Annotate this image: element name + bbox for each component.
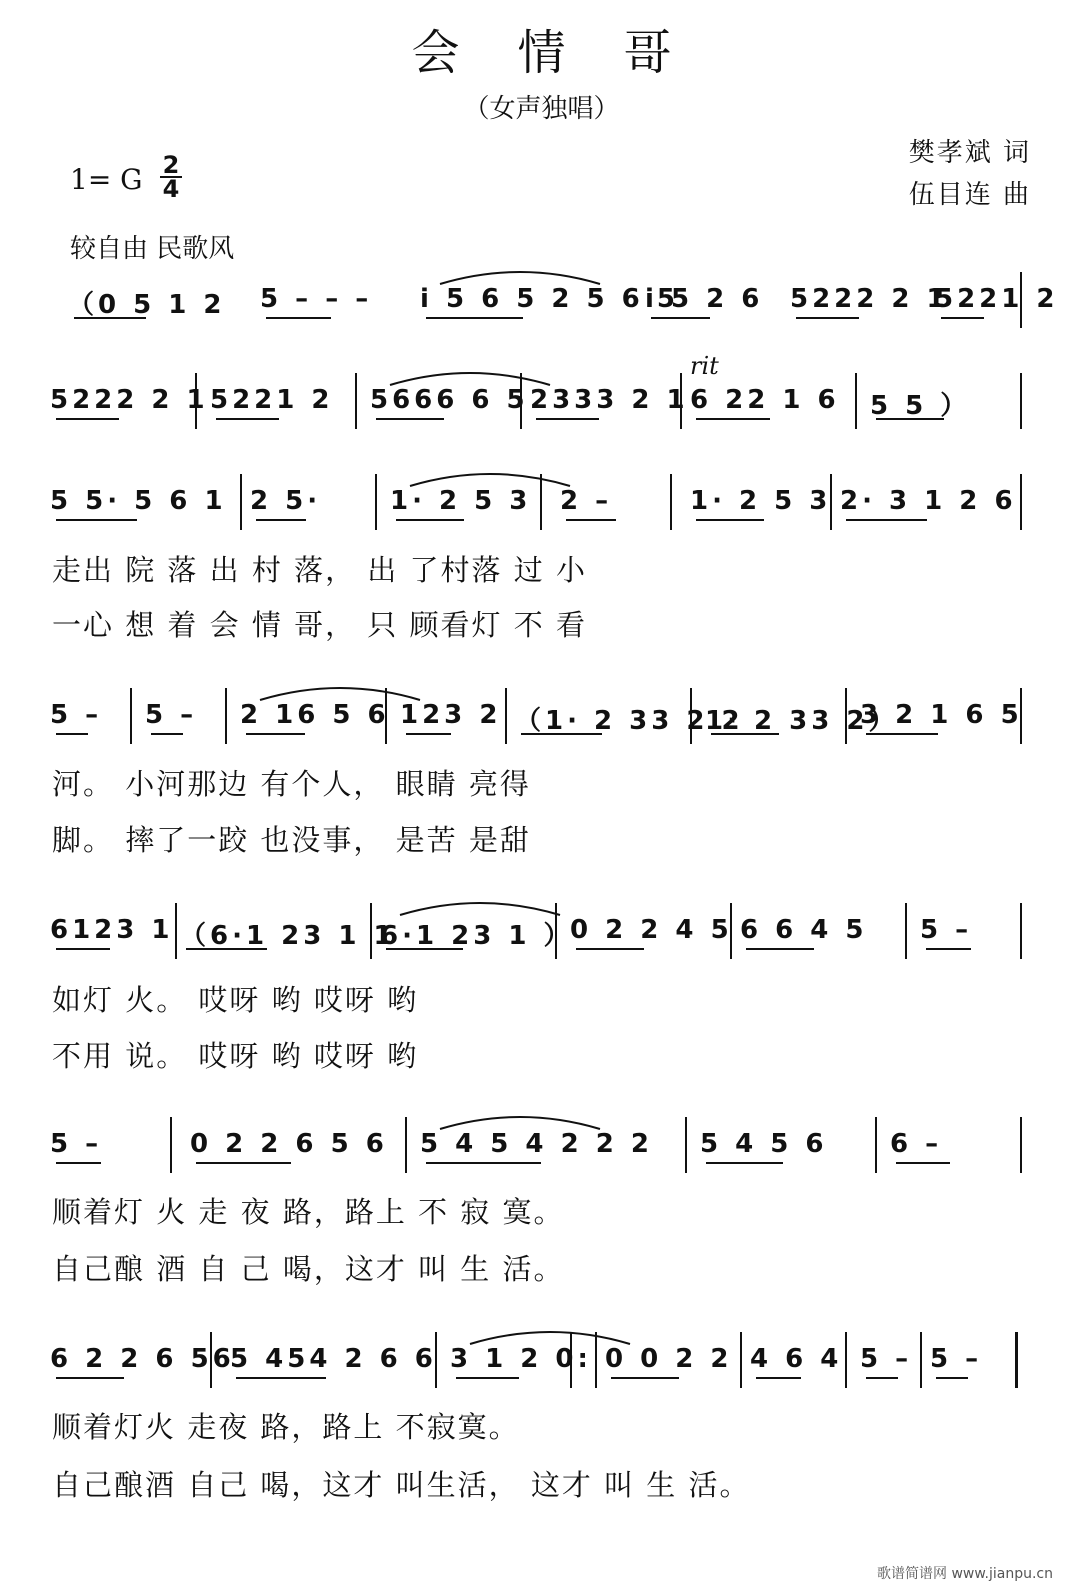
beam-underline [396, 519, 464, 521]
measure: 2· 3 1 2 6 [840, 486, 1017, 516]
slur-marks [50, 682, 1050, 702]
lyric-line: 一心 想 着 会 情 哥， 只 顾看灯 不 看 [52, 608, 587, 642]
measure: 5 4 5 4 2 2 2 [420, 1129, 653, 1159]
beam-underline [941, 317, 984, 319]
watermark: 歌谱简谱网 www.jianpu.cn [877, 1566, 1053, 1582]
beam-underline [426, 1162, 541, 1164]
score-system [50, 373, 1050, 433]
beam-underline [56, 519, 137, 521]
measure: 5222 2 1 [790, 284, 949, 314]
beam-underline [706, 1162, 783, 1164]
beam-underline [186, 948, 267, 950]
beam-underline [711, 733, 779, 735]
subtitle: （女声独唱） [463, 94, 620, 124]
measure: 1· 2 33 2） [705, 706, 899, 736]
measure: i 5 6 5 2 5 6 5 [420, 284, 679, 314]
beam-underline [796, 317, 859, 319]
measure: 5 454 2 6 6 [230, 1344, 437, 1374]
beam-underline [56, 1162, 101, 1164]
slur-marks [50, 468, 1050, 488]
lyric-line: 自己酿酒 自己 喝，这才 叫生活， 这才 叫 生 活。 [52, 1468, 751, 1502]
measure: 5666 6 5 [370, 385, 529, 415]
time-signature-top: 2 [162, 151, 180, 179]
time-signature-bottom: 4 [162, 175, 180, 203]
lyric-line: 顺着灯火 走夜 路，路上 不寂寞。 [52, 1410, 520, 1444]
measure: 5 – [860, 1344, 913, 1374]
beam-underline [746, 948, 814, 950]
beam-underline [376, 418, 444, 420]
beam-underline [651, 317, 710, 319]
beam-underline [151, 733, 183, 735]
beam-underline [576, 948, 644, 950]
measure: 6123 1 [50, 915, 174, 945]
measure: i 5 2 6 [645, 284, 764, 314]
measure: 5 – – – [260, 284, 373, 314]
slur-marks [50, 266, 1050, 286]
measure: 5 5· 5 6 1 [50, 486, 227, 516]
beam-underline [936, 1377, 968, 1379]
slur-marks [50, 897, 1050, 917]
beam-underline [56, 733, 88, 735]
slur [470, 1332, 630, 1344]
beam-underline [866, 733, 938, 735]
measure: 6 – [890, 1129, 943, 1159]
slur [440, 1117, 600, 1129]
beam-underline [386, 948, 463, 950]
beam-underline [756, 1377, 801, 1379]
measure: 3 2 1 6 5 [860, 700, 1023, 730]
beam-underline [74, 317, 146, 319]
slur [410, 474, 570, 486]
beam-underline [246, 733, 305, 735]
beam-underline [216, 418, 279, 420]
measure: 5222 2 1 [50, 385, 209, 415]
tempo-marking: 较自由 民歌风 [70, 234, 235, 264]
measure: 5221 2 [935, 284, 1059, 314]
beam-underline [566, 519, 616, 521]
lyric-line: 顺着灯 火 走 夜 路，路上 不 寂 寞。 [52, 1195, 565, 1229]
lyric-line: 如灯 火。 哎呀 哟 哎呀 哟 [52, 983, 419, 1017]
page-title: 会情哥 [411, 25, 730, 81]
measure: 5 – [920, 915, 973, 945]
beam-underline [56, 948, 110, 950]
measure: 6·1 23 1 ） [380, 921, 574, 951]
beam-underline [56, 1377, 124, 1379]
measure: 0 0 2 2 [605, 1344, 733, 1374]
slur-marks [50, 1111, 1050, 1131]
beam-underline [196, 1162, 291, 1164]
beam-underline [426, 317, 523, 319]
beam-underline [56, 418, 119, 420]
score-system [50, 1332, 1050, 1392]
beam-underline [266, 317, 331, 319]
score-system [50, 1117, 1050, 1177]
score-system [50, 474, 1050, 534]
slur [440, 272, 600, 284]
time-signature [160, 151, 182, 203]
measure: 2 5· [250, 486, 322, 516]
measure: 0 2 2 6 5 6 [190, 1129, 388, 1159]
key-signature: 1= G [70, 163, 143, 196]
beam-underline [866, 1377, 898, 1379]
measure: 5 5 ） [870, 391, 971, 421]
beam-underline [236, 1377, 326, 1379]
beam-underline [926, 948, 971, 950]
slur [400, 903, 560, 915]
measure: 5 – [50, 1129, 103, 1159]
measure: 5 – [50, 700, 103, 730]
measure: 4 6 4 [750, 1344, 843, 1374]
lyric-line: 走出 院 落 出 村 落， 出 了村落 过 小 [52, 553, 587, 587]
lyric-line: 不用 说。 哎呀 哟 哎呀 哟 [52, 1039, 419, 1073]
measure: 123 2 [400, 700, 502, 730]
lyricist-credit: 樊孝斌 词 [908, 138, 1031, 168]
measure: 5221 2 [210, 385, 334, 415]
slur [390, 373, 550, 385]
measure: 2 – [560, 486, 613, 516]
slur-marks [50, 1326, 1050, 1346]
measure: 1· 2 5 3 [690, 486, 832, 516]
beam-underline [696, 418, 770, 420]
beam-underline [876, 418, 944, 420]
slur-marks [50, 367, 1050, 387]
measure: （1· 2 33 2 2 [515, 706, 744, 736]
measure: 0 2 2 4 5 [570, 915, 733, 945]
beam-underline [611, 1377, 679, 1379]
measure: （6·1 23 1 1 [180, 921, 396, 951]
measure: （0 5 1 2 [68, 290, 226, 320]
rit-marking: rit [690, 352, 719, 380]
measure: 3 1 2 0: [450, 1344, 592, 1374]
measure: 6 22 1 6 [690, 385, 840, 415]
beam-underline [846, 519, 927, 521]
beam-underline [536, 418, 599, 420]
measure: 6 2 2 6 56 [50, 1344, 235, 1374]
measure: 5 4 5 6 [700, 1129, 828, 1159]
beam-underline [696, 519, 764, 521]
beam-underline [896, 1162, 950, 1164]
measure: 2333 2 1 [530, 385, 689, 415]
composer-credit: 伍目连 曲 [908, 180, 1031, 210]
score-system [50, 903, 1050, 963]
beam-underline [406, 733, 451, 735]
measure: 2 16 5 6 [240, 700, 390, 730]
beam-underline [521, 733, 602, 735]
lyric-line: 河。 小河那边 有个人， 眼睛 亮得 [52, 767, 531, 801]
measure: 5 – [145, 700, 198, 730]
score-system [50, 688, 1050, 748]
lyric-line: 自己酿 酒 自 己 喝，这才 叫 生 活。 [52, 1252, 565, 1286]
beam-underline [256, 519, 306, 521]
slur [260, 688, 420, 700]
beam-underline [456, 1377, 519, 1379]
score-system [50, 272, 1059, 332]
measure: 6 6 4 5 [740, 915, 868, 945]
measure: 1· 2 5 3 [390, 486, 532, 516]
measure: 5 – [930, 1344, 983, 1374]
lyric-line: 脚。 摔了一跤 也没事， 是苦 是甜 [52, 823, 531, 857]
